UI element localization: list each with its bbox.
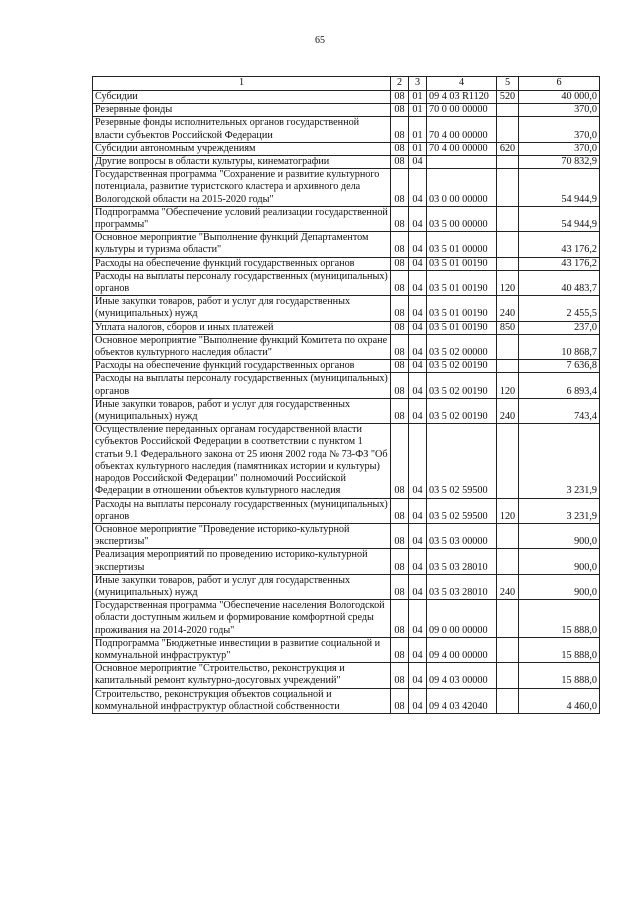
row-subsection: 04 [409, 169, 427, 207]
table-row [93, 270, 600, 295]
row-expense-type [497, 688, 519, 713]
row-name: Иные закупки товаров, работ и услуг для государственных (муниципальных) нужд [93, 574, 391, 599]
row-target-article: 03 5 03 00000 [427, 523, 497, 548]
row-amount: 43 176,2 [519, 232, 600, 257]
row-subsection: 04 [409, 600, 427, 638]
table-row [93, 549, 600, 574]
row-expense-type [497, 637, 519, 662]
row-section: 08 [391, 206, 409, 231]
row-amount: 3 231,9 [519, 424, 600, 498]
row-expense-type [497, 424, 519, 498]
row-amount: 54 944,9 [519, 169, 600, 207]
row-subsection: 04 [409, 360, 427, 373]
row-amount: 370,0 [519, 117, 600, 142]
row-name: Основное мероприятие "Строительство, реконструкция и капитальный ремонт культурно-досуговых учреждений" [93, 663, 391, 688]
header-cell: 6 [519, 77, 600, 91]
row-amount: 900,0 [519, 574, 600, 599]
row-expense-type: 850 [497, 321, 519, 334]
row-subsection: 01 [409, 117, 427, 142]
row-amount: 43 176,2 [519, 257, 600, 270]
row-subsection: 04 [409, 688, 427, 713]
table-row [93, 663, 600, 688]
row-name: Уплата налогов, сборов и иных платежей [93, 321, 391, 334]
header-cell: 5 [497, 77, 519, 91]
row-expense-type: 120 [497, 498, 519, 523]
table-row [93, 296, 600, 321]
table-row [93, 688, 600, 713]
row-name: Реализация мероприятий по проведению историко-культурной экспертизы [93, 549, 391, 574]
row-target-article: 03 5 01 00000 [427, 232, 497, 257]
row-target-article: 03 5 02 00000 [427, 334, 497, 359]
row-subsection: 04 [409, 156, 427, 169]
row-expense-type [497, 360, 519, 373]
row-expense-type [497, 523, 519, 548]
row-name: Осуществление переданных органам государственной власти субъектов Российской Федерации в соответствии с пунктом 1 статьи 9.1 Федерального закона от 25 июня 2002 года № 73-ФЗ "Об объектах культурного наследия (памятниках истории и культуры) народов Российской Федерации" полномочий Российской Федерации в отношении объектов культурного наследия [93, 424, 391, 498]
row-target-article [427, 156, 497, 169]
header-row [93, 77, 600, 91]
row-expense-type [497, 232, 519, 257]
row-section: 08 [391, 296, 409, 321]
table-row [93, 398, 600, 423]
row-subsection: 04 [409, 523, 427, 548]
row-expense-type [497, 600, 519, 638]
row-target-article: 70 4 00 00000 [427, 117, 497, 142]
row-name: Основное мероприятие "Выполнение функций Комитета по охране объектов культурного наследия области" [93, 334, 391, 359]
row-name: Субсидии [93, 91, 391, 104]
row-expense-type: 120 [497, 373, 519, 398]
row-target-article: 03 5 00 00000 [427, 206, 497, 231]
row-name: Иные закупки товаров, работ и услуг для государственных (муниципальных) нужд [93, 296, 391, 321]
row-section: 08 [391, 398, 409, 423]
row-target-article: 03 5 01 00190 [427, 270, 497, 295]
row-subsection: 04 [409, 424, 427, 498]
row-name: Подпрограмма "Обеспечение условий реализации государственной программы" [93, 206, 391, 231]
row-amount: 15 888,0 [519, 663, 600, 688]
header-cell: 3 [409, 77, 427, 91]
table-row [93, 321, 600, 334]
table-row [93, 600, 600, 638]
row-subsection: 04 [409, 574, 427, 599]
row-name: Резервные фонды исполнительных органов государственной власти субъектов Российской Федерации [93, 117, 391, 142]
row-target-article: 03 5 03 28010 [427, 549, 497, 574]
row-target-article: 03 5 02 00190 [427, 398, 497, 423]
table-row [93, 334, 600, 359]
row-expense-type [497, 549, 519, 574]
header-cell: 1 [93, 77, 391, 91]
row-amount: 70 832,9 [519, 156, 600, 169]
row-section: 08 [391, 334, 409, 359]
row-subsection: 04 [409, 549, 427, 574]
row-subsection: 04 [409, 206, 427, 231]
row-expense-type [497, 156, 519, 169]
row-section: 08 [391, 117, 409, 142]
row-section: 08 [391, 270, 409, 295]
row-target-article: 03 5 02 59500 [427, 498, 497, 523]
row-section: 08 [391, 688, 409, 713]
row-section: 08 [391, 574, 409, 599]
row-subsection: 04 [409, 373, 427, 398]
row-target-article: 09 4 03 00000 [427, 663, 497, 688]
table-row [93, 360, 600, 373]
row-amount: 743,4 [519, 398, 600, 423]
table-row [93, 637, 600, 662]
row-subsection: 04 [409, 637, 427, 662]
row-amount: 40 000,0 [519, 91, 600, 104]
row-expense-type: 240 [497, 398, 519, 423]
table-row [93, 574, 600, 599]
row-amount: 15 888,0 [519, 600, 600, 638]
row-expense-type [497, 206, 519, 231]
row-expense-type [497, 104, 519, 117]
row-section: 08 [391, 498, 409, 523]
row-name: Основное мероприятие "Выполнение функций Департаментом культуры и туризма области" [93, 232, 391, 257]
row-subsection: 04 [409, 257, 427, 270]
row-target-article: 03 0 00 00000 [427, 169, 497, 207]
row-target-article: 03 5 01 00190 [427, 321, 497, 334]
row-amount: 370,0 [519, 142, 600, 155]
row-subsection: 04 [409, 296, 427, 321]
row-section: 08 [391, 156, 409, 169]
row-amount: 3 231,9 [519, 498, 600, 523]
page-number: 65 [315, 35, 325, 46]
row-target-article: 09 4 03 42040 [427, 688, 497, 713]
row-section: 08 [391, 600, 409, 638]
table-row [93, 498, 600, 523]
row-amount: 40 483,7 [519, 270, 600, 295]
row-section: 08 [391, 91, 409, 104]
budget-table [92, 76, 600, 714]
row-amount: 10 868,7 [519, 334, 600, 359]
table-row [93, 156, 600, 169]
row-section: 08 [391, 232, 409, 257]
row-subsection: 01 [409, 104, 427, 117]
row-name: Основное мероприятие "Проведение историко-культурной экспертизы" [93, 523, 391, 548]
header-cell: 2 [391, 77, 409, 91]
row-name: Расходы на выплаты персоналу государственных (муниципальных) органов [93, 270, 391, 295]
table-row [93, 257, 600, 270]
table-row [93, 424, 600, 498]
row-name: Строительство, реконструкция объектов социальной и коммунальной инфраструктур областной собственности [93, 688, 391, 713]
row-target-article: 03 5 01 00190 [427, 296, 497, 321]
row-target-article: 09 4 03 R1120 [427, 91, 497, 104]
table-row [93, 104, 600, 117]
row-name: Субсидии автономным учреждениям [93, 142, 391, 155]
row-name: Резервные фонды [93, 104, 391, 117]
table-row [93, 91, 600, 104]
row-target-article: 03 5 03 28010 [427, 574, 497, 599]
row-section: 08 [391, 549, 409, 574]
row-section: 08 [391, 637, 409, 662]
row-name: Государственная программа "Обеспечение населения Вологодской области доступным жильем и формирование комфортной среды проживания на 2014-2020 годы" [93, 600, 391, 638]
row-name: Подпрограмма "Бюджетные инвестиции в развитие социальной и коммунальной инфраструктур" [93, 637, 391, 662]
row-name: Расходы на обеспечение функций государственных органов [93, 257, 391, 270]
row-section: 08 [391, 373, 409, 398]
row-target-article: 70 0 00 00000 [427, 104, 497, 117]
row-name: Другие вопросы в области культуры, кинематографии [93, 156, 391, 169]
row-target-article: 03 5 02 59500 [427, 424, 497, 498]
row-target-article: 03 5 01 00190 [427, 257, 497, 270]
row-section: 08 [391, 104, 409, 117]
row-section: 08 [391, 169, 409, 207]
row-subsection: 01 [409, 91, 427, 104]
table-row [93, 117, 600, 142]
row-amount: 900,0 [519, 549, 600, 574]
row-expense-type [497, 334, 519, 359]
row-expense-type: 520 [497, 91, 519, 104]
row-section: 08 [391, 663, 409, 688]
header-cell: 4 [427, 77, 497, 91]
row-subsection: 04 [409, 498, 427, 523]
row-target-article: 03 5 02 00190 [427, 373, 497, 398]
row-amount: 2 455,5 [519, 296, 600, 321]
row-amount: 6 893,4 [519, 373, 600, 398]
row-expense-type: 620 [497, 142, 519, 155]
row-amount: 4 460,0 [519, 688, 600, 713]
table-row [93, 373, 600, 398]
row-subsection: 04 [409, 232, 427, 257]
row-target-article: 09 0 00 00000 [427, 600, 497, 638]
row-target-article: 70 4 00 00000 [427, 142, 497, 155]
row-amount: 7 636,8 [519, 360, 600, 373]
row-name: Расходы на обеспечение функций государственных органов [93, 360, 391, 373]
row-target-article: 09 4 00 00000 [427, 637, 497, 662]
table-row [93, 206, 600, 231]
row-amount: 900,0 [519, 523, 600, 548]
row-section: 08 [391, 523, 409, 548]
row-subsection: 04 [409, 663, 427, 688]
row-subsection: 04 [409, 398, 427, 423]
row-expense-type [497, 169, 519, 207]
row-section: 08 [391, 424, 409, 498]
row-name: Государственная программа "Сохранение и развитие культурного потенциала, развитие туристского кластера и архивного дела Вологодской области на 2015-2020 годы" [93, 169, 391, 207]
row-name: Иные закупки товаров, работ и услуг для государственных (муниципальных) нужд [93, 398, 391, 423]
table-row [93, 232, 600, 257]
row-expense-type [497, 257, 519, 270]
row-section: 08 [391, 360, 409, 373]
row-name: Расходы на выплаты персоналу государственных (муниципальных) органов [93, 373, 391, 398]
row-subsection: 04 [409, 321, 427, 334]
row-expense-type [497, 663, 519, 688]
row-expense-type: 240 [497, 574, 519, 599]
row-expense-type: 120 [497, 270, 519, 295]
row-amount: 237,0 [519, 321, 600, 334]
table-row [93, 523, 600, 548]
row-section: 08 [391, 257, 409, 270]
row-name: Расходы на выплаты персоналу государственных (муниципальных) органов [93, 498, 391, 523]
row-amount: 370,0 [519, 104, 600, 117]
row-subsection: 04 [409, 334, 427, 359]
row-section: 08 [391, 321, 409, 334]
row-amount: 54 944,9 [519, 206, 600, 231]
row-subsection: 01 [409, 142, 427, 155]
table-row [93, 169, 600, 207]
row-subsection: 04 [409, 270, 427, 295]
table-row [93, 142, 600, 155]
row-section: 08 [391, 142, 409, 155]
row-expense-type [497, 117, 519, 142]
row-expense-type: 240 [497, 296, 519, 321]
row-target-article: 03 5 02 00190 [427, 360, 497, 373]
row-amount: 15 888,0 [519, 637, 600, 662]
